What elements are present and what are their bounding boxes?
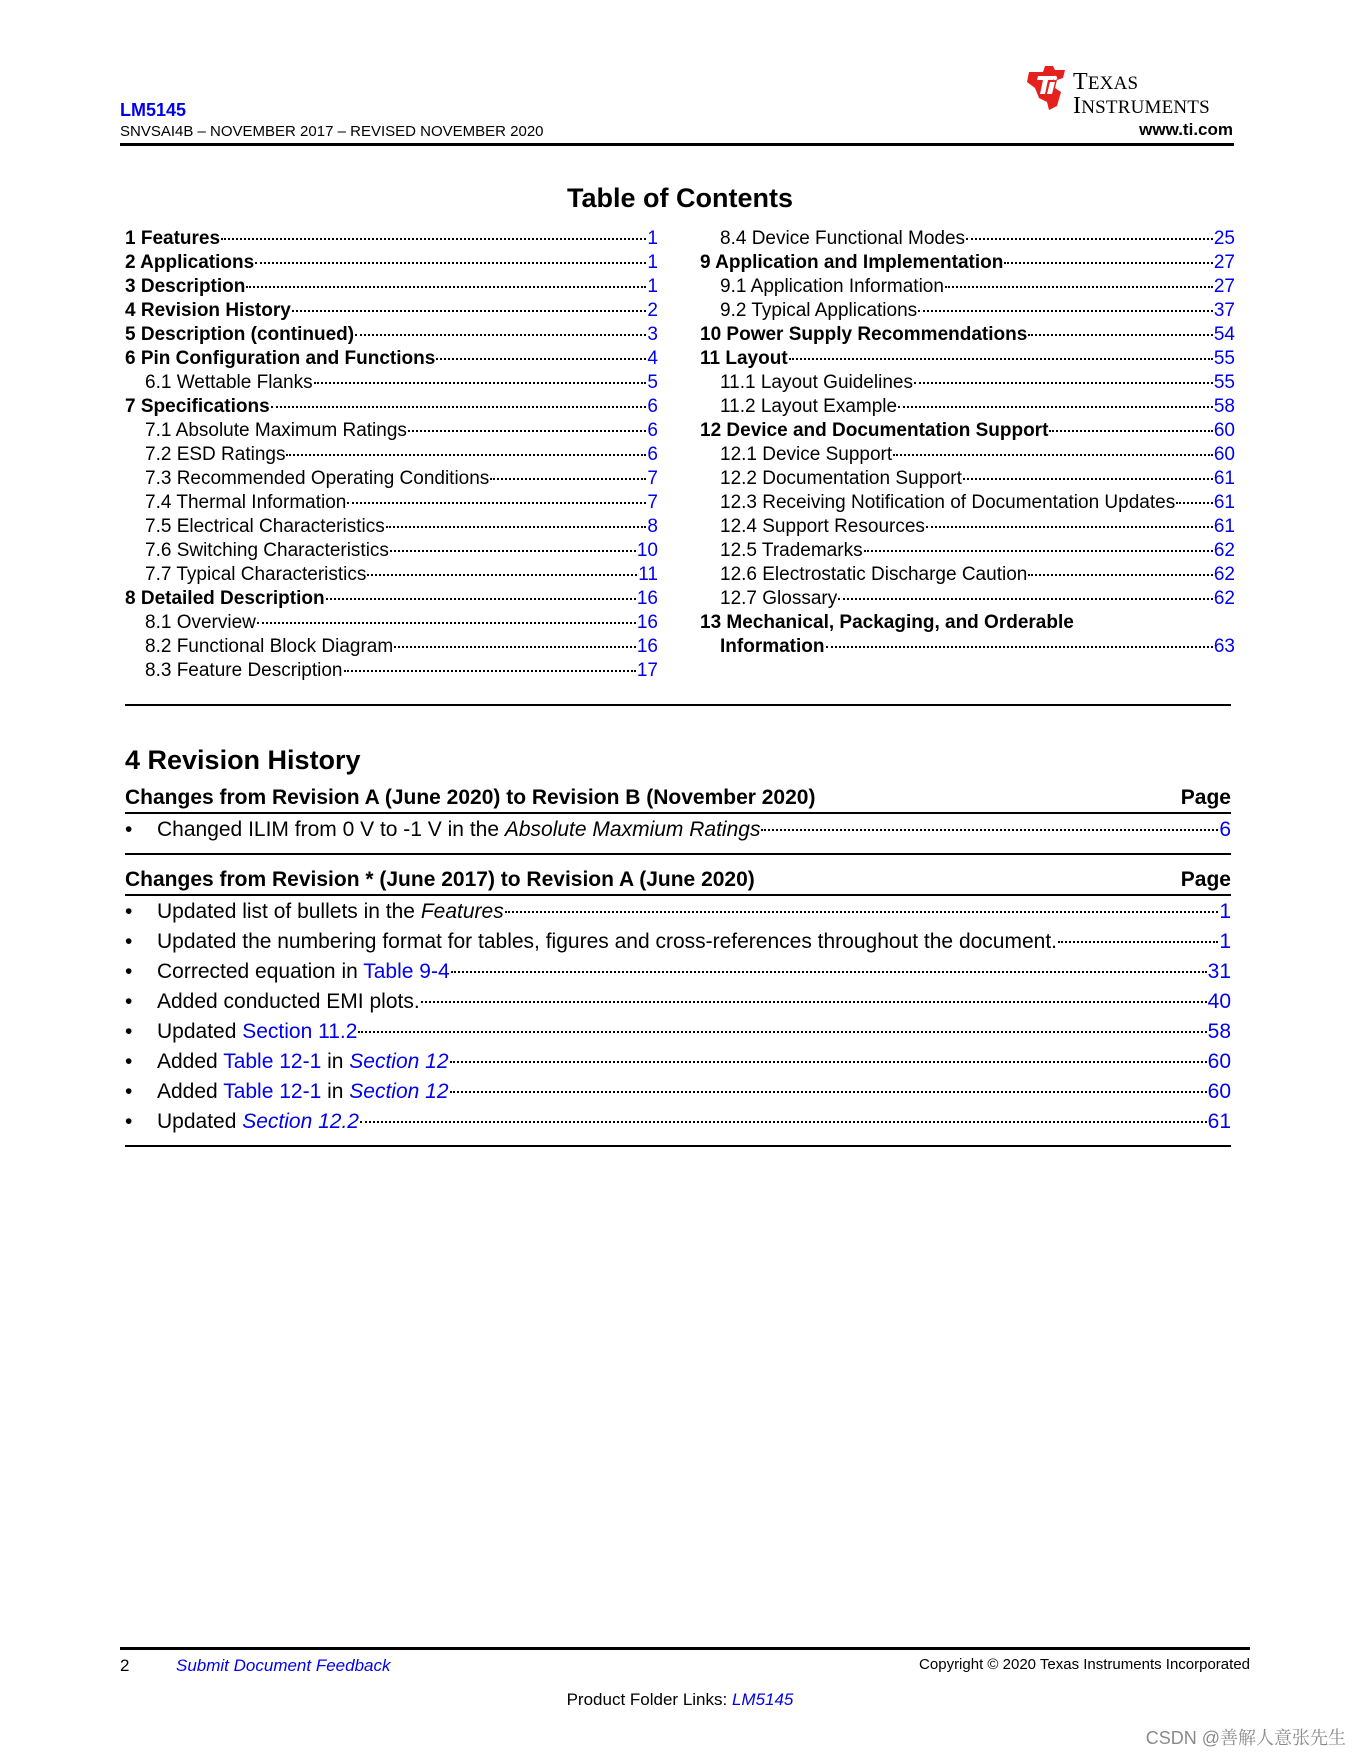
logo-wordmark-line-2: INSTRUMENTS — [1073, 93, 1210, 119]
toc-page-link[interactable]: 1 — [647, 276, 658, 297]
bullet: • — [125, 1110, 133, 1133]
dot-leader — [355, 324, 646, 336]
literature-number: SNVSAI4B – NOVEMBER 2017 – REVISED NOVEMBER 2020 — [120, 123, 544, 140]
toc-page-link[interactable]: 25 — [1213, 228, 1235, 249]
toc-page-link[interactable]: 1 — [647, 252, 658, 273]
toc-page-link[interactable]: 54 — [1213, 324, 1235, 345]
dot-leader — [490, 468, 646, 480]
toc-entry-label: 7.1 Absolute Maximum Ratings — [145, 420, 407, 441]
italic-reference: Absolute Maxmium Ratings — [504, 818, 761, 841]
toc-page-link[interactable]: 16 — [636, 612, 658, 633]
toc-page-link[interactable]: 61 — [1213, 468, 1235, 489]
revision-group-title: Changes from Revision A (June 2020) to Revision B (November 2020) — [125, 786, 816, 809]
revision-page-link[interactable]: 60 — [1207, 1080, 1231, 1103]
dot-leader — [761, 819, 1218, 831]
revision-change-text — [157, 927, 1057, 957]
toc-entry-label: 11 Layout — [700, 348, 788, 369]
cross-reference-link[interactable]: Section 12 — [349, 1050, 449, 1073]
toc-entry[interactable] — [700, 251, 1235, 275]
dot-leader — [394, 636, 636, 648]
dot-leader — [789, 348, 1213, 360]
toc-entry-label: 8 Detailed Description — [125, 588, 325, 609]
revision-group-title: Changes from Revision * (June 2017) to Revision A (June 2020) — [125, 868, 755, 891]
toc-entry-label: 8.2 Functional Block Diagram — [145, 636, 394, 657]
toc-entry-label: 8.1 Overview — [145, 612, 256, 633]
dot-leader — [271, 396, 647, 408]
bullet: • — [125, 960, 133, 983]
dot-leader — [945, 276, 1213, 288]
cross-reference-link[interactable]: Table 12-1 — [223, 1050, 322, 1073]
revision-group — [125, 784, 1231, 855]
toc-entry[interactable] — [700, 419, 1235, 443]
cross-reference-link[interactable]: Table 12-1 — [223, 1080, 322, 1103]
dot-leader — [898, 396, 1213, 408]
toc-page-link[interactable]: 1 — [647, 228, 658, 249]
toc-column-left — [125, 227, 658, 683]
toc-entry-label: 7.2 ESD Ratings — [145, 444, 286, 465]
toc-entry[interactable] — [125, 227, 658, 251]
toc-entry[interactable] — [125, 443, 658, 467]
toc-entry-label: 7 Specifications — [125, 396, 270, 417]
revision-change-item — [125, 1017, 1231, 1047]
dot-leader — [360, 1111, 1207, 1123]
revision-change-text — [157, 815, 760, 845]
logo-wordmark-line-1: TEXAS — [1073, 69, 1139, 95]
toc-page-link[interactable]: 16 — [636, 636, 658, 657]
toc-page-link[interactable]: 63 — [1213, 636, 1235, 657]
revision-change-item — [125, 1077, 1231, 1107]
toc-entry-label: 6.1 Wettable Flanks — [145, 372, 313, 393]
toc-entry-label: 4 Revision History — [125, 300, 291, 321]
toc-entry[interactable] — [125, 635, 658, 659]
revision-page-link[interactable]: 58 — [1207, 1020, 1231, 1043]
dot-leader — [918, 300, 1213, 312]
toc-bottom-rule — [125, 704, 1231, 706]
submit-feedback-link[interactable]: Submit Document Feedback — [176, 1656, 391, 1675]
toc-entry[interactable] — [125, 371, 658, 395]
toc-entry-label: 9.1 Application Information — [720, 276, 944, 297]
toc-page-link[interactable]: 7 — [647, 492, 658, 513]
toc-entry-label: 11.2 Layout Example — [720, 396, 898, 417]
dot-leader — [221, 228, 646, 240]
revision-change-text — [157, 897, 504, 927]
toc-entry[interactable] — [700, 443, 1235, 467]
dot-leader — [408, 420, 647, 432]
text-run: Updated — [157, 1110, 243, 1133]
dot-leader — [914, 372, 1213, 384]
toc-entry-label: 6 Pin Configuration and Functions — [125, 348, 436, 369]
toc-entry[interactable] — [700, 275, 1235, 299]
toc-entry[interactable] — [700, 515, 1235, 539]
toc-entry[interactable] — [125, 395, 658, 419]
toc-entry[interactable] — [700, 539, 1235, 563]
toc-page-link[interactable]: 61 — [1213, 492, 1235, 513]
toc-page-link[interactable]: 60 — [1213, 444, 1235, 465]
csdn-watermark: CSDN @善解人意张先生 — [1145, 1728, 1346, 1748]
dot-leader — [367, 564, 637, 576]
toc-page-link[interactable]: 27 — [1213, 252, 1235, 273]
toc-entry[interactable] — [700, 323, 1235, 347]
revision-change-item — [125, 957, 1231, 987]
product-folder-label: Product Folder Links: — [566, 1690, 732, 1709]
revision-group-header — [125, 866, 1231, 896]
toc-entry-label: 11.1 Layout Guidelines — [720, 372, 913, 393]
revision-group-end-rule — [125, 1145, 1231, 1147]
toc-entry-label: 5 Description (continued) — [125, 324, 355, 345]
footer-page-number: 2 — [120, 1656, 130, 1675]
toc-entry-label: 8.3 Feature Description — [145, 660, 343, 681]
toc-entry[interactable] — [700, 467, 1235, 491]
dot-leader — [314, 372, 647, 384]
toc-page-link[interactable]: 58 — [1213, 396, 1235, 417]
page-column-label: Page — [1180, 868, 1231, 891]
bullet: • — [125, 900, 133, 923]
dot-leader — [963, 468, 1213, 480]
toc-page-link[interactable]: 6 — [647, 420, 658, 441]
toc-title: Table of Contents — [567, 183, 793, 213]
toc-entry[interactable] — [700, 563, 1235, 587]
text-run: Added — [157, 1050, 224, 1073]
toc-entry-label: 3 Description — [125, 276, 246, 297]
toc-entry-label: 12.4 Support Resources — [720, 516, 925, 537]
revision-page-link[interactable]: 31 — [1207, 960, 1231, 983]
ti-state-icon — [1021, 62, 1073, 114]
dot-leader — [326, 588, 636, 600]
toc-entry[interactable] — [700, 299, 1235, 323]
revision-change-item — [125, 1047, 1231, 1077]
toc-entry-label: 1 Features — [125, 228, 221, 249]
toc-entry-label: 12.7 Glossary — [720, 588, 838, 609]
dot-leader — [1028, 564, 1213, 576]
dot-leader — [421, 991, 1207, 1003]
toc-page-link[interactable]: 8 — [647, 516, 658, 537]
toc-entry[interactable] — [125, 275, 658, 299]
dot-leader — [926, 516, 1213, 528]
toc-entry-label: 12.5 Trademarks — [720, 540, 863, 561]
revision-change-item — [125, 815, 1231, 845]
revision-change-item — [125, 927, 1231, 957]
revision-history-heading: 4 Revision History — [125, 745, 361, 775]
toc-entry-label: 12.1 Device Support — [720, 444, 893, 465]
toc-entry-label: Information — [720, 636, 825, 657]
toc-entry[interactable] — [700, 635, 1235, 659]
dot-leader — [826, 636, 1213, 648]
toc-page-link[interactable]: 16 — [636, 588, 658, 609]
bullet: • — [125, 1080, 133, 1103]
text-run: Corrected equation in — [157, 960, 364, 983]
revision-change-text — [157, 957, 450, 987]
dot-leader — [246, 276, 646, 288]
dot-leader — [436, 348, 646, 360]
toc-column-right — [700, 227, 1235, 659]
toc-entry[interactable] — [125, 587, 658, 611]
revision-change-list — [125, 815, 1231, 845]
toc-page-link[interactable]: 62 — [1213, 588, 1235, 609]
toc-page-link[interactable]: 27 — [1213, 276, 1235, 297]
toc-entry[interactable] — [700, 491, 1235, 515]
dot-leader — [347, 492, 646, 504]
toc-entry[interactable] — [700, 395, 1235, 419]
dot-leader — [1028, 324, 1213, 336]
dot-leader — [1004, 252, 1213, 264]
toc-entry-label: 7.6 Switching Characteristics — [145, 540, 389, 561]
revision-change-text — [157, 1047, 449, 1077]
toc-entry[interactable] — [700, 371, 1235, 395]
footer-rule — [120, 1647, 1250, 1650]
toc-page-link[interactable]: 11 — [638, 564, 658, 585]
revision-page-link[interactable]: 40 — [1207, 990, 1231, 1013]
toc-page-link[interactable]: 61 — [1213, 516, 1235, 537]
ti-logo — [1021, 62, 1237, 119]
toc-entry-label: 12 Device and Documentation Support — [700, 420, 1049, 441]
text-run: Added conducted EMI plots. — [157, 990, 420, 1013]
dot-leader — [255, 252, 646, 264]
revision-change-list — [125, 897, 1231, 1137]
dot-leader — [505, 901, 1219, 913]
cross-reference-link[interactable]: Table 9-4 — [363, 960, 450, 983]
dot-leader — [451, 961, 1207, 973]
cross-reference-link[interactable]: Section 12.2 — [242, 1110, 359, 1133]
text-run: Updated the numbering format for tables, figures and cross-references throughout the document. — [157, 930, 1058, 953]
toc-page-link[interactable]: 3 — [647, 324, 658, 345]
toc-page-link[interactable]: 6 — [647, 396, 658, 417]
italic-reference: Features — [420, 900, 504, 923]
toc-entry-label: 7.5 Electrical Characteristics — [145, 516, 385, 537]
dot-leader — [838, 588, 1213, 600]
toc-entry-label: 9 Application and Implementation — [700, 252, 1004, 273]
toc-page-link[interactable]: 55 — [1213, 372, 1235, 393]
toc-page-link[interactable]: 55 — [1213, 348, 1235, 369]
toc-entry[interactable] — [125, 299, 658, 323]
dot-leader — [358, 1021, 1206, 1033]
toc-page-link[interactable]: 7 — [647, 468, 658, 489]
toc-entry[interactable] — [125, 611, 658, 635]
revision-page-link[interactable]: 61 — [1207, 1110, 1231, 1133]
dot-leader — [292, 300, 647, 312]
toc-entry-label: 12.6 Electrostatic Discharge Caution — [720, 564, 1028, 585]
toc-entry[interactable] — [700, 347, 1235, 371]
product-folder-links — [0, 1690, 1360, 1710]
toc-page-link[interactable]: 17 — [636, 660, 658, 681]
text-run: Changed ILIM from 0 V to -1 V in the — [157, 818, 505, 841]
toc-entry-label: 12.3 Receiving Notification of Documentation Updates — [720, 492, 1176, 513]
revision-page-link[interactable]: 60 — [1207, 1050, 1231, 1073]
toc-entry[interactable] — [125, 251, 658, 275]
toc-entry-label: 7.4 Thermal Information — [145, 492, 347, 513]
bullet: • — [125, 990, 133, 1013]
dot-leader — [893, 444, 1213, 456]
toc-page-link[interactable]: 37 — [1213, 300, 1235, 321]
revision-change-text — [157, 1077, 449, 1107]
toc-page-link[interactable]: 2 — [647, 300, 658, 321]
revision-group — [125, 866, 1231, 1147]
toc-entry-label: 2 Applications — [125, 252, 255, 273]
dot-leader — [344, 660, 636, 672]
toc-entry[interactable] — [125, 563, 658, 587]
bullet: • — [125, 818, 133, 841]
toc-entry-label: 12.2 Documentation Support — [720, 468, 962, 489]
toc-entry[interactable] — [125, 659, 658, 683]
bullet: • — [125, 930, 133, 953]
dot-leader — [1049, 420, 1212, 432]
footer-copyright: Copyright © 2020 Texas Instruments Incorporated — [919, 1656, 1250, 1673]
toc-entry[interactable] — [700, 587, 1235, 611]
cross-reference-link[interactable]: Section 12 — [349, 1080, 449, 1103]
toc-entry-label: 8.4 Device Functional Modes — [720, 228, 966, 249]
text-run: in — [321, 1050, 350, 1073]
toc-page-link[interactable]: 62 — [1213, 540, 1235, 561]
toc-entry-label: 9.2 Typical Applications — [720, 300, 918, 321]
toc-entry-label: 7.7 Typical Characteristics — [145, 564, 367, 585]
dot-leader — [966, 228, 1213, 240]
toc-entry[interactable] — [125, 419, 658, 443]
dot-leader — [864, 540, 1213, 552]
dot-leader — [450, 1081, 1207, 1093]
toc-page-link[interactable]: 4 — [647, 348, 658, 369]
header-rule — [120, 143, 1234, 146]
revision-page-link[interactable]: 6 — [1219, 818, 1231, 841]
bullet: • — [125, 1020, 133, 1043]
revision-group-end-rule — [125, 853, 1231, 855]
toc-entry-label: 10 Power Supply Recommendations — [700, 324, 1028, 345]
toc-entry[interactable] — [125, 515, 658, 539]
toc-page-link[interactable]: 5 — [647, 372, 658, 393]
toc-page-link[interactable]: 60 — [1213, 420, 1235, 441]
product-folder-link[interactable]: LM5145 — [731, 1690, 794, 1709]
dot-leader — [390, 540, 636, 552]
toc-entry[interactable] — [700, 611, 1235, 635]
toc-entry-label: 7.3 Recommended Operating Conditions — [145, 468, 490, 489]
revision-page-link[interactable]: 1 — [1219, 930, 1231, 953]
text-run: in — [321, 1080, 350, 1103]
bullet: • — [125, 1050, 133, 1073]
text-run: Added — [157, 1080, 224, 1103]
part-number[interactable]: LM5145 — [120, 100, 187, 120]
revision-group-header — [125, 784, 1231, 814]
toc-entry[interactable] — [125, 323, 658, 347]
revision-change-text — [157, 1107, 359, 1137]
dot-leader — [386, 516, 647, 528]
dot-leader — [1176, 492, 1213, 504]
revision-change-text — [157, 1017, 357, 1047]
revision-change-item — [125, 897, 1231, 927]
toc-page-link[interactable]: 10 — [636, 540, 658, 561]
dot-leader — [450, 1051, 1207, 1063]
toc-entry[interactable] — [125, 347, 658, 371]
revision-page-link[interactable]: 1 — [1219, 900, 1231, 923]
website-link[interactable]: www.ti.com — [1139, 120, 1233, 139]
page-column-label: Page — [1180, 786, 1231, 809]
revision-change-text — [157, 987, 420, 1017]
cross-reference-link[interactable]: Section 11.2 — [242, 1020, 358, 1043]
toc-entry[interactable] — [125, 467, 658, 491]
toc-entry[interactable] — [700, 227, 1235, 251]
text-run: Updated list of bullets in the — [157, 900, 421, 923]
toc-entry[interactable] — [125, 539, 658, 563]
revision-change-item — [125, 1107, 1231, 1137]
dot-leader — [286, 444, 646, 456]
toc-entry-label: 13 Mechanical, Packaging, and Orderable — [700, 612, 1074, 633]
dot-leader — [257, 612, 636, 624]
text-run: Updated — [157, 1020, 243, 1043]
toc-page-link[interactable]: 6 — [647, 444, 658, 465]
toc-entry[interactable] — [125, 491, 658, 515]
toc-page-link[interactable]: 62 — [1213, 564, 1235, 585]
dot-leader — [1058, 931, 1218, 943]
revision-change-item — [125, 987, 1231, 1017]
